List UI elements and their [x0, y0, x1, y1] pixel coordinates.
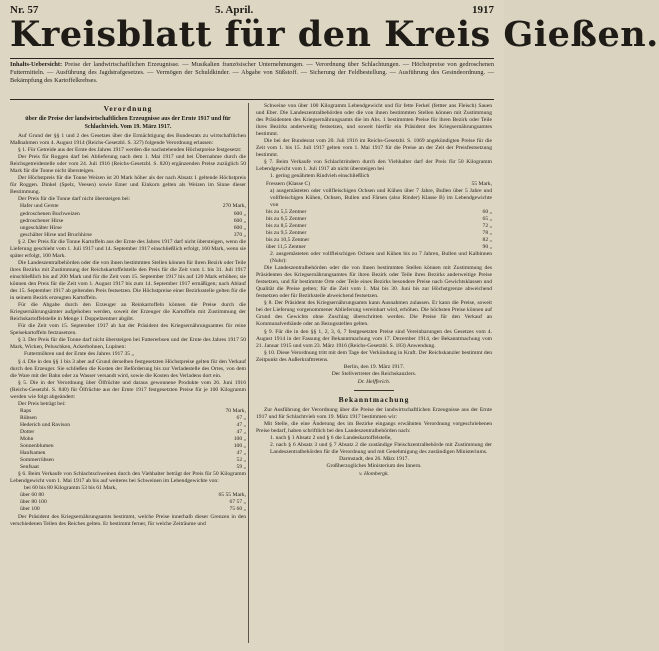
column-divider — [248, 103, 249, 643]
list-item: Rübsen 67 „ — [20, 414, 246, 421]
list-item: Mohn 100 „ — [20, 436, 246, 443]
cattle-price-list — [256, 209, 492, 251]
paragraph: § 2. Der Preis für die Tonne Kartoffeln aus der Ernte des Jahres 1917 darf nicht übersteigen, wenn die Lieferung geschieht vom 1. Juli 1917 und 14. September 1917 einschließlich erfolgt, 160 Mark, wenn sie später erfolgt, 100 Mark. — [10, 238, 246, 259]
paragraph: § 3. Der Preis für die Tonne darf nicht übersteigen bei Futtererbsen und der Ernte des Jahres 1917 50 Mark, Wicken, Peluschken, Ackerbohnen, Lupinen: — [10, 337, 246, 351]
list-item: Sommerrübsen 52 „ — [20, 457, 246, 464]
signature-name: Dr. Helfferich. — [357, 378, 391, 385]
paragraph: Futtermöhren und der Ernte des Jahres 1917 35 „ — [24, 351, 134, 358]
list-item: bis zu 9,5 Zentner 78 „ — [266, 229, 492, 236]
paragraph: § 10. Diese Verordnung tritt mit dem Tage der Verkündung in Kraft. Der Reichskanzler bestimmt den Zeitpunkt des Außerkrafttretens. — [256, 349, 492, 363]
left-column — [10, 103, 246, 528]
toc-label: Inhalts-Uebersicht: — [10, 61, 63, 68]
signature-name: v. Hombergk. — [359, 471, 389, 478]
list-item: Hafer und Gerste 270 Mark, — [20, 203, 246, 210]
list-item: Hanfsamen 47 „ — [20, 450, 246, 457]
paragraph: Die bei der Bundesrat vom 20. Juli 1916 im Reichs-Gesetzbl. S. 1069 angekündigten Preise für die Zeit vom 1. bis 15. Juli 1917 gelten vom 1. Mai 1917 für die Preise an der Zeit der Preisfestsetzung bestimmt. — [256, 138, 492, 159]
signature-role: Großherzogliches Ministerium des Innern. — [326, 463, 422, 470]
paragraph: Der Preis beträgt bei: — [18, 400, 66, 407]
paragraph: Mit Stelle, die eine Änderung des im Bezirke eingangs erwähnten Verordnung vorgeschriebenen Preise bedarf, haben schriftlich bei den Landeszentralbehörden nach: — [256, 420, 492, 435]
list-item: über 11,5 Zentner 90 „ — [266, 243, 492, 250]
list-item: Sonnenblumen 100 „ — [20, 443, 246, 450]
list-item: Raps 70 Mark, — [20, 407, 246, 414]
paragraph: § 6. Beim Verkaufe von Schlachtschweinen durch den Viehhalter beträgt der Preis für 50 Kilogramm Lebendgewicht vom 1. Mai 1917 ab bis auf weiteres bei Schweinen im Lebendgewichte von: — [10, 471, 246, 485]
paragraph: § 9. Für die in den §§ 1, 2, 3, 6, 7 festgesetzten Preise sind Vereinbarungen des Gesetzes vom 4. August 1914 in der Fassung der Bekanntmachung vom 17. Dezember 1914, der Bekanntmachung vom 21. Januar 1915 und vom 23. März 1916 (Reichs-Gesetzbl. S. 183) Anwendung. — [256, 328, 492, 349]
list-item: bis zu 8,5 Zentner 72 „ — [266, 222, 492, 229]
list-item: gedroschenen Buchweizen 600 „ — [20, 210, 246, 217]
paragraph: Der Preis für Roggen darf bei Ablieferung nach dem 1. Mai 1917 und bei Übernahme durch die Reichsgetreidestelle oder vom 24. Juli 1916 (Reichs-Gesetzbl. S. 820) ergänzenden Preise zuzüglich 50 Mark für die Tonne nicht übersteigen. — [10, 154, 246, 175]
article-subheading: über die Preise der landwirtschaftlichen Erzeugnisse aus der Ernte 1917 und für Schlachtvieh. Vom 19. März 1917. — [25, 116, 231, 130]
paragraph: 2. nach § 6 Absatz 3 und § 7 Absatz 2 die zuständige Fleischzentralbehörde mit Zustimmung der Landeszentralbehörden für die Verordnung und mit Genehmigung des zuständigen Ministeriums. — [270, 442, 492, 456]
list-item: gedroschener Hirse 600 „ — [20, 217, 246, 224]
issue-number: Nr. 57 — [10, 4, 39, 16]
paragraph: § 8. Der Präsident des Kriegsernährungsamts kann Ausnahmen zulassen. Er kann die Preise, soweit bei der Lieferung vorgenommener Ablieferung vereinbart wird, erhöhen. Die höchsten Preise können auf Grund des Gewichts ohne Zuschlag überschritten werden. Die Preise für den Verkauf an Kommunalverbände oder an Bezugsstellen gelten. — [256, 300, 492, 328]
issue-year: 1917 — [472, 4, 494, 16]
paragraph: Zur Ausführung der Verordnung über die Preise der landwirtschaftlichen Erzeugnisse aus der Ernte 1917 und für Schlachtvieh vom 19. März 1917 bestimmen wir: — [256, 406, 492, 420]
paragraph: Schweine von über 100 Kilogramm Lebendgewicht und für fette Ferkel (fettter ans Fleisch) Sauen und Eber. Die Landeszentralbehörden oder die von ihnen bestimmten Stellen können mit Zustimmung des Präsidenten des Kriegsernährungsamts die im Abs. 1 bestimmten Preise für ihren Bezirk oder Teile ihres Bezirks anderweitig festsetzen, und soweit hierfür ein Präsident des Kriegsernährungsamtes bestimmt. — [256, 103, 492, 138]
paragraph: Der Preis für die Tonne darf nicht übersteigen bei: — [18, 196, 131, 203]
list-item: Senfsaat 59 „ — [20, 464, 246, 471]
paragraph: Der Höchstpreis für die Tonne Weizen ist 20 Mark höher als der nach Absatz 1 geltende Höchstpreis für Roggen. Dinkel (Spelz, Veesen) sowie Emer und Einkorn gelten als Weizen im Sinne dieser Bestimmung. — [10, 175, 246, 196]
list-item: geschälter Hirse und Bruchhirse 370 „ — [20, 231, 246, 238]
divider — [354, 390, 394, 391]
list-item: bis zu 10,5 Zentner 82 „ — [266, 236, 492, 243]
list-item: Dotter 47 „ — [20, 428, 246, 435]
signature-place: Berlin, den 19. März 1917. — [343, 363, 405, 370]
toc-text: Preise der landwirtschaftlichen Erzeugnisse. — Musikalien französischer Unternehmungen. — Verordnung über Schlachtungen. — Höchstpreise von gedroschenen Futtermitteln. — Ausführung des Jagdstrafgesetzes. — Vermögen der Schuldkinder. — Abgabe von Süßstoff. — Sicherung der Feldbestellung. — Ausführung des Gesindeordnung. — Bekämpfung des Kartoffelkrebses. — [10, 61, 494, 85]
right-column — [256, 103, 492, 479]
table-row: über 80 100 67 57 „ — [20, 499, 246, 506]
paragraph: § 4. Die in den §§ 1 bis 3 aber auf Grund derselben festgesetzten Höchstpreise gelten für den Verkauf durch den Erzeuger. Sie schließen die Kosten der Beförderung bis zur Verladestelle des Ortes, von dem die Ware mit der Bahn oder zu Wasser versandt wird, sowie die Kosten des Verladens dort ein. — [10, 358, 246, 379]
paragraph: 1. nach § 1 Absatz 2 und § 6 die Landeskartoffelstelle, — [270, 435, 392, 442]
paragraph: a) ausgemästeten oder vollfleischigen Ochsen und Kühen über 7 Jahre, Bullen über 5 Jahre und vollfleischigen Kühen, Ochsen, Bullen und Färsen (also Rinder) Klasse B) im Lebendgewichte von — [270, 187, 492, 208]
toc-rule — [10, 99, 494, 100]
paragraph: § 1. Für Getreide aus der Ernte des Jahres 1917 werden die nachstehenden Höchstpreise festgesetzt: — [18, 147, 242, 154]
paragraph: § 7. Beim Verkaufe von Schlachtrindern durch den Viehhalter darf der Preis für 50 Kilogramm Lebendgewicht vom 1. Juli 1917 ab nicht übersteigen bei — [256, 159, 492, 173]
masthead-title: Kreisblatt für den Kreis Gießen. — [10, 14, 659, 55]
list-item: bis zu 6,5 Zentner 65 „ — [266, 215, 492, 222]
masthead-rule — [10, 58, 494, 59]
signature-place: Darmstadt, den 26. März 1917. — [339, 456, 409, 463]
list-item: Fressern (Klasse C) 55 Mark, — [266, 180, 492, 187]
grain-price-list — [10, 203, 246, 238]
paragraph: Auf Grund der §§ 1 und 2 des Gesetzes über die Ermächtigung des Bundesrats zu wirtschaftlichen Maßnahmen vom 4. August 1914 (Reichs-Gesetzbl. S. 327) folgende Verordnung erlassen: — [10, 133, 246, 147]
paragraph: Für die Zeit vom 15. September 1917 ab hat der Präsident des Kriegsernährungsamtes für reine Speisekartoffeln festzusetzen. — [10, 323, 246, 337]
table-row: über 60 80 65 55 Mark, — [20, 492, 246, 499]
paragraph: 2. ausgemästeten oder vollfleischigen Ochsen und Kühen bis zu 7 Jahren, Bullen und Kalbinnen (Nuhr): — [270, 250, 492, 265]
paragraph: Der Präsident des Kriegsernährungsamts bestimmt, welche Preise innerhalb dieser Grenzen in den verschiedenen Teilen des Reiches gelten. Er bestimmt ferner, für welche Zeiträume und — [10, 513, 246, 527]
paragraph: § 5. Die in der Verordnung über Ölfrüchte und daraus gewonnene Produkte vom 26. Juni 1916 (Reichs-Gesetzbl. S. 840) für Ölfrüchte aus der Ernte 1917 festgesetzten Preise für je 100 Kilogramm werden wie folgt abgeändert: — [10, 379, 246, 400]
paragraph: Die Landeszentralbehörden oder die von ihnen bestimmten Stellen können für ihren Bezirk oder Teile ihres Bezirks mit Zustimmung der Reichskartoffelstelle den Preis für die Zeit vom 1. bis 31. Juli 1917 einschließlich bis auf 200 Mark und für die Zeit vom 15. September 1917 bis auf 120 Mark erhöhen; sie können den Preis für die Zeit vom 1. August 1917 bis zum 14. September 1917 ermäßigen; nach Ablauf des 15. September 1917 ab geltenden Preis festsetzen. Die Höchstpreise einer Bezirksstelle gelten für die in seinem Bezirk erzeugten Kartoffeln. — [10, 259, 246, 302]
list-item: bis zu 5,5 Zentner 60 „ — [266, 208, 492, 215]
paragraph: Die Landeszentralbehörden oder die von ihnen bestimmten Stellen können mit Zustimmung des Präsidenten des Kriegsernährungsamtes für ihren Bezirk oder Teile ihres Bezirks anderweitige Preise festsetzen, und für bestimmte Orte oder Teile eines Bezirks besondere Preise nach Gewichtsklassen und Qualität die Preise gelten; für die Zeit vom 1. Mai bis 30. Juni bis zur Höchstgrenze abweichend festsetzen oder für Bezirksteile abweichend festsetzen. — [256, 265, 492, 300]
pig-price-table — [10, 492, 246, 513]
article-heading: Verordnung — [103, 104, 153, 113]
table-row: über 100 75 60 „ — [20, 506, 246, 513]
table-of-contents — [10, 61, 494, 86]
list-item: ungeschälter Hirse 600 „ — [20, 224, 246, 231]
list-item: Hederich und Ravison 47 „ — [20, 421, 246, 428]
oil-price-list — [10, 408, 246, 471]
paragraph: 1. gering genährtem Rindvieh einschließlich — [270, 173, 370, 180]
pig-table-header: bei 60 bis 80 Kilogramm 53 bis 61 Mark, — [24, 485, 117, 492]
article-heading: Bekanntmachung — [338, 394, 410, 404]
signature-role: Der Stellvertreter des Reichskanzlers. — [331, 370, 417, 377]
paragraph: Für die Abgabe durch den Erzeuger an Reinkartoffeln können die Preise durch die Kriegsernährungsämter aufgehoben werden, soweit der Erzeuger die Kartoffeln mit Zustimmung der Reichskartoffelstelle in Menge 1 Doppelzentner abgibt. — [10, 302, 246, 323]
issue-date: 5. April. — [215, 4, 254, 16]
